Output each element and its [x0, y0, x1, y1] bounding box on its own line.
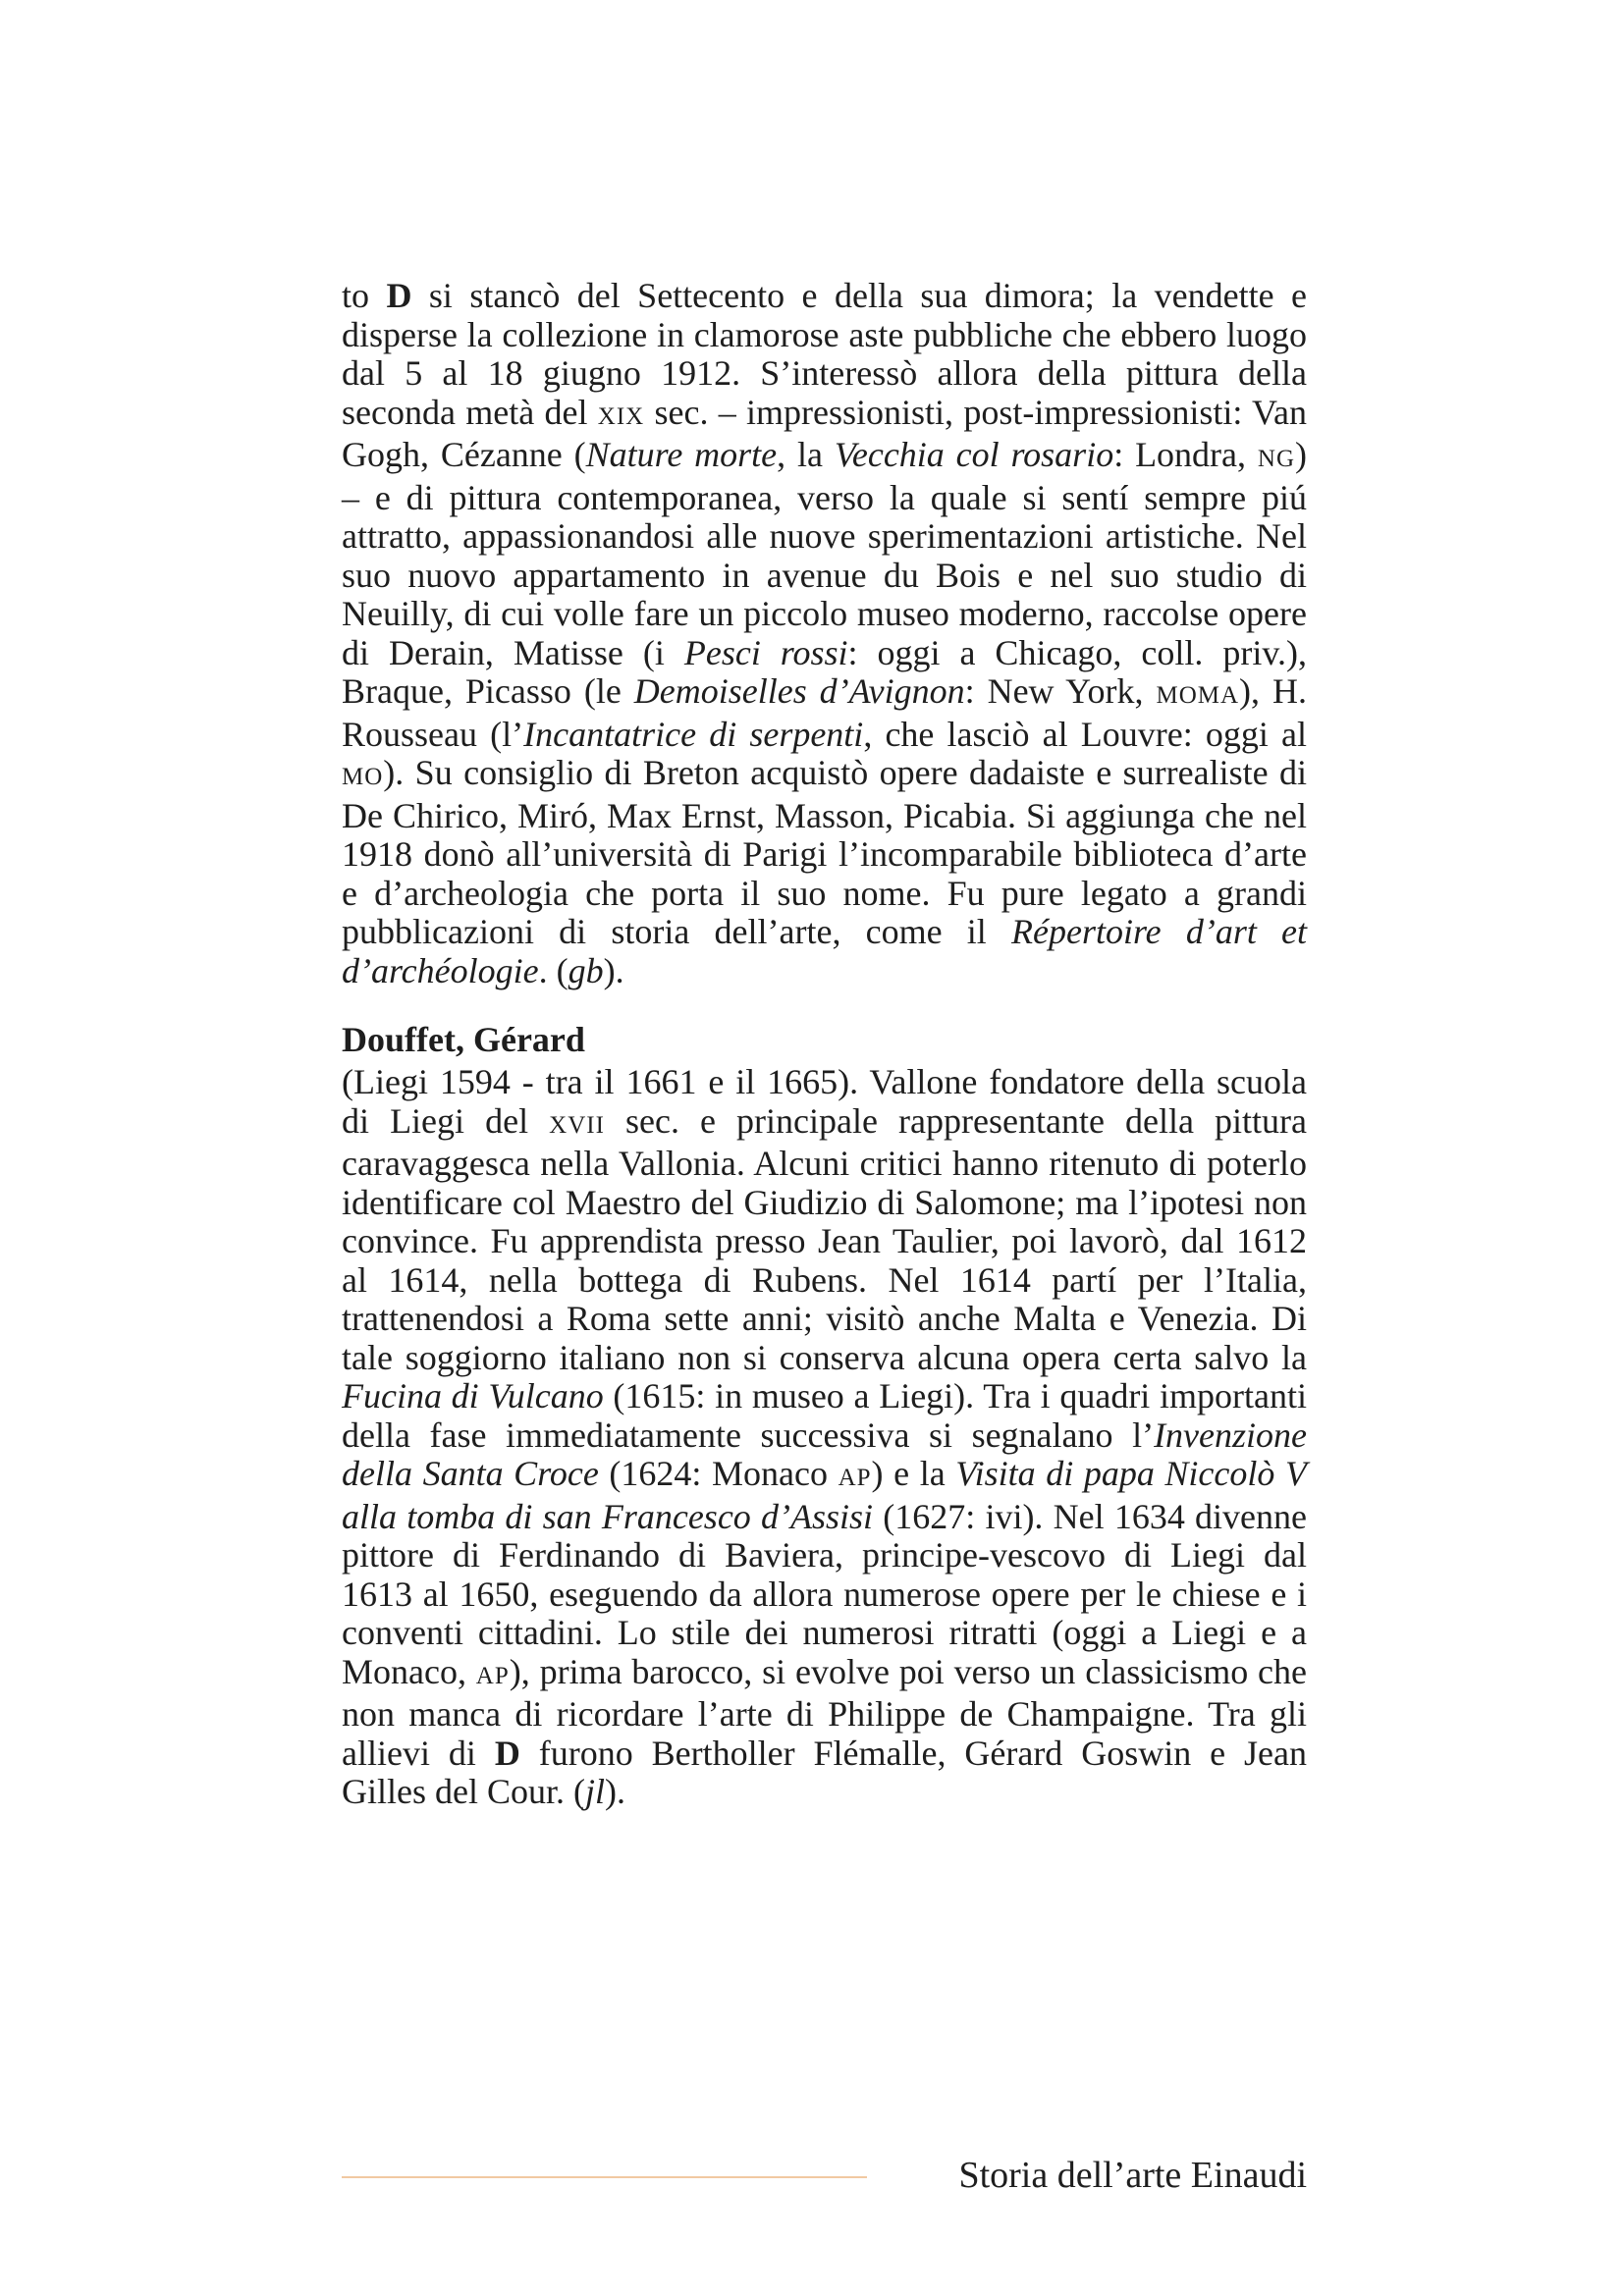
century-numeral: XIX [597, 402, 645, 430]
museum-abbreviation: MOMA [1156, 682, 1240, 709]
text-run: furono Bertholler Flémalle, Gérard Goswin e Jean Gilles del Cour. ( [342, 1733, 1308, 1811]
artwork-title: Invenzione della Santa Croce [342, 1415, 1307, 1493]
text-run: ). [603, 950, 624, 990]
artwork-title: Demoiselles d’Avignon [633, 671, 965, 711]
museum-abbreviation: AP [475, 1662, 510, 1689]
text-run: sec. e principale rappresentante della pittura caravaggesca nella Vallonia. Alcuni critici hanno ritenuto di poterlo identificare col Maestro del Giudizio di Salomone; ma l’ipotesi non convince. Fu apprendista presso Jean Taulier, poi lavorò, dal 1612 al 1614, nella bottega di Rubens. Nel 1614 partí per l’Italia, trattenendosi a Roma sette anni; visitò anche Malta e Venezia. Di tale soggiorno italiano non si conserva alcuna opera certa salvo la [342, 1100, 1307, 1377]
entry-abbreviation: D [386, 276, 412, 315]
text-run: ). [605, 1772, 625, 1811]
text-run: , che lasciò al Louvre: oggi al [863, 714, 1307, 754]
text-run: ), H. Rousseau (l’ [342, 671, 1307, 754]
text-run: sec. – impressionisti, post-impressionisti: Van Gogh, Cézanne ( [342, 392, 1307, 474]
author-initials: jl [584, 1772, 605, 1811]
text-run: : Londra, [1113, 435, 1258, 474]
artwork-title: Visita di papa Niccolò V alla tomba di san Francesco d’Assisi [342, 1454, 1307, 1536]
museum-abbreviation: NG [1257, 446, 1295, 472]
entry-abbreviation: D [494, 1733, 520, 1773]
text-run: , la [777, 435, 835, 474]
text-run: (1624: Monaco [598, 1454, 839, 1493]
entry-heading: Douffet, Gérard [342, 1020, 585, 1059]
publication-title: Répertoire d’art et d’archéologie [342, 912, 1308, 990]
entry-body-paragraph [342, 1063, 1307, 1812]
text-run: (1615: in museo a Liegi). Tra i quadri importanti della fase immediatamente successiva si segnalano l’ [342, 1376, 1307, 1455]
artwork-title: Vecchia col rosario [834, 435, 1114, 474]
artwork-title: Nature morte [585, 435, 778, 474]
text-run: (Liegi 1594 - tra il 1661 e il 1665). Vallone fondatore della scuola di Liegi del [342, 1062, 1307, 1141]
text-column [342, 277, 1307, 1812]
footer-title: Storia dell’arte Einaudi [958, 2155, 1307, 2196]
text-run: to [342, 276, 387, 315]
text-run: si stancò del Settecento e della sua dimora; la vendette e disperse la collezione in clamorose aste pubbliche che ebbero luogo dal 5 al 18 giugno 1912. S’interessò allora della pittura della seconda metà del [342, 276, 1307, 432]
text-run: ). Su consiglio di Breton acquistò opere dadaiste e surrealiste di De Chirico, Miró, Max Ernst, Masson, Picabia. Si aggiunga che nel 1918 donò all’università di Parigi l’incomparabile biblioteca d’arte e d’archeologia che porta il suo nome. Fu pure legato a grandi pubblicazioni di storia dell’arte, come il [342, 753, 1307, 951]
text-run: ) – e di pittura contemporanea, verso la quale si sentí sempre piú attratto, appassionandosi alle nuove sperimentazioni artistiche. Nel suo nuovo appartamento in avenue du Bois e nel suo studio di Neuilly, di cui volle fare un piccolo museo moderno, raccolse opere di Derain, Matisse (i [342, 435, 1307, 672]
artwork-title: Fucina di Vulcano [342, 1376, 604, 1415]
text-run: ) e la [871, 1454, 956, 1493]
text-run: ), prima barocco, si evolve poi verso un classicismo che non manca di ricordare l’arte di Philippe de Champaigne. Tra gli allievi di [342, 1651, 1307, 1773]
museum-abbreviation: AP [838, 1465, 872, 1491]
century-numeral: XVII [549, 1111, 605, 1139]
text-run: : New York, [964, 671, 1157, 711]
text-run: (1627: ivi). Nel 1634 divenne pittore di Ferdinando di Baviera, principe-vescovo di Liegi dal 1613 al 1650, eseguendo da allora numerose opere per le chiese e i conventi cittadini. Lo stile dei numerosi ritratti (oggi a Liegi e a Monaco, [342, 1496, 1307, 1691]
museum-abbreviation: MO [342, 764, 384, 790]
footer-rule [342, 2176, 867, 2178]
entry-continuation-paragraph [342, 277, 1307, 990]
artwork-title: Incantatrice di serpenti [523, 714, 864, 754]
text-run: : oggi a Chicago, coll. priv.), Braque, Picasso (le [342, 632, 1307, 711]
text-run: . ( [538, 950, 568, 990]
author-initials: gb [568, 950, 604, 990]
artwork-title: Pesci rossi [683, 632, 848, 672]
